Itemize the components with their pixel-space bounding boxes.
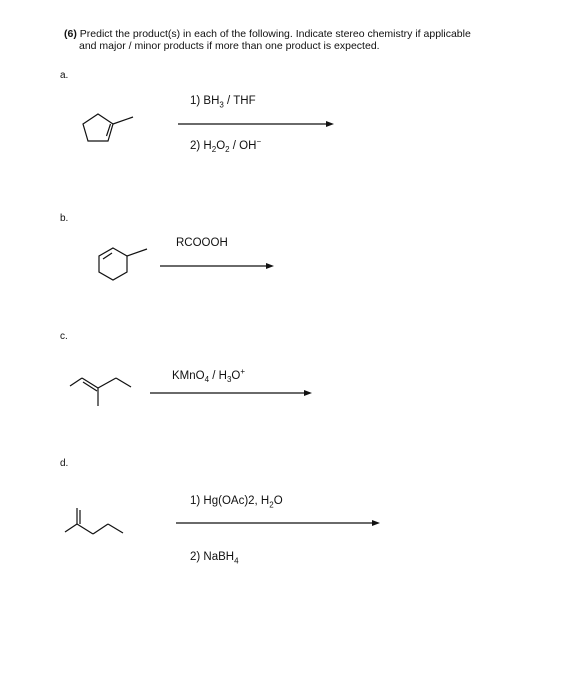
part-d-arrow — [176, 518, 396, 528]
part-c-molecule — [68, 368, 148, 418]
part-b-reagent: RCOOOH — [176, 237, 228, 249]
question-number: (6) — [64, 28, 77, 40]
part-a-arrow — [178, 119, 338, 129]
part-d-molecule — [63, 506, 143, 556]
part-a-reagent-2: 2) $H_2O_2 / OH^-$ — [190, 137, 262, 155]
part-b-label: b. — [60, 213, 69, 224]
part-d-reagent-2: 2) NaBH$_4$ — [190, 551, 239, 566]
part-c-label: c. — [60, 331, 68, 342]
part-b-arrow — [160, 261, 280, 271]
part-a-label: a. — [60, 70, 69, 81]
part-a-molecule — [78, 105, 158, 165]
question-text — [64, 28, 534, 52]
part-d-reagent-1: 1) Hg(OAc)2, $H_2O$ — [190, 495, 283, 510]
part-c-arrow — [150, 388, 320, 398]
part-c-reagent: KMnO$_4$ / $H_3O^+$ — [172, 367, 246, 385]
question-line-2: and major / minor products if more than one product is expected. — [79, 40, 380, 52]
question-line-1: Predict the product(s) in each of the following. Indicate stereo chemistry if applicable — [79, 28, 471, 40]
part-d-label: d. — [60, 458, 69, 469]
part-a-reagent-1: 1) $BH_3$ / THF — [190, 95, 256, 110]
